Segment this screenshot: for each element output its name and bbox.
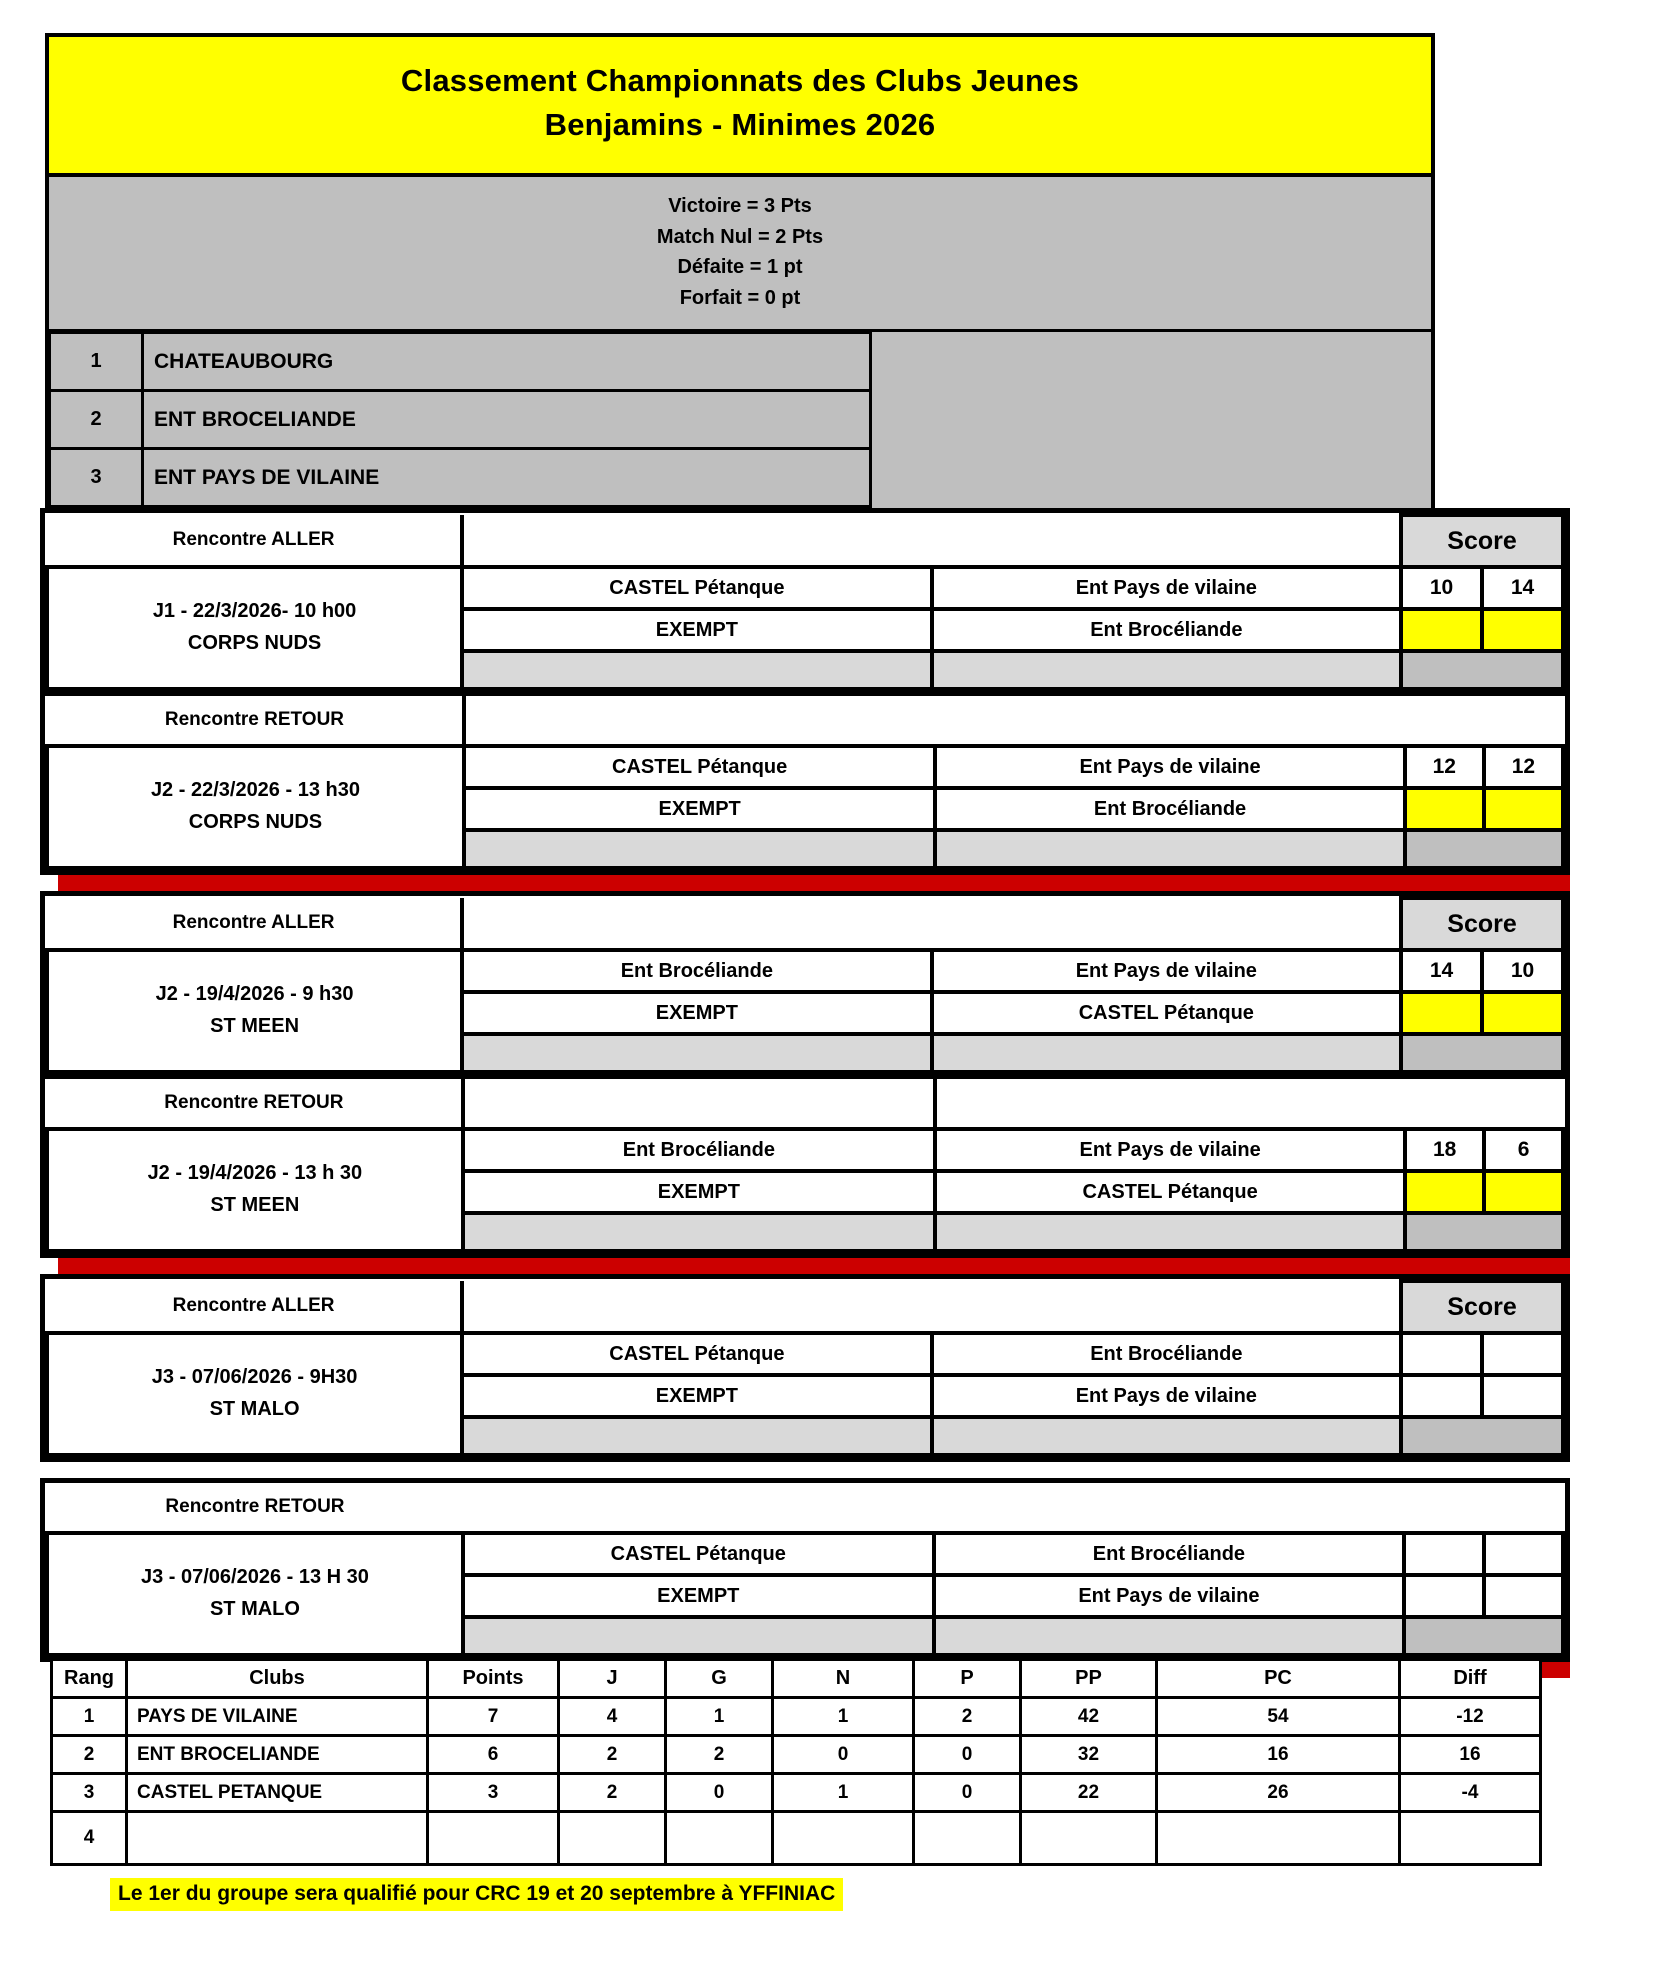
- spacer-cell: [463, 1483, 934, 1533]
- filler-cell: [1405, 830, 1563, 868]
- cell-diff: [1400, 1812, 1541, 1865]
- cell-n: 1: [773, 1774, 914, 1812]
- match-group-1-aller: [40, 508, 1570, 696]
- cell-n: 0: [773, 1736, 914, 1774]
- score-b[interactable]: [1484, 1533, 1563, 1575]
- match-date: J2 - 19/4/2026 - 9 h30: [155, 983, 354, 1006]
- group-separator-red: [58, 875, 1570, 891]
- standings-header-row: [52, 1660, 1541, 1698]
- cell-diff: 16: [1400, 1736, 1541, 1774]
- filler-cell: [463, 1213, 935, 1251]
- rule-forfait: Forfait = 0 pt: [679, 286, 801, 309]
- cell-diff: -12: [1400, 1698, 1541, 1736]
- clubs-panel: [45, 332, 1435, 522]
- score-b[interactable]: [1484, 788, 1563, 830]
- score-b[interactable]: [1482, 1333, 1563, 1375]
- cell-j: 4: [559, 1698, 666, 1736]
- filler-cell: [1404, 1617, 1563, 1655]
- team-a: EXEMPT: [463, 1171, 935, 1213]
- table-row: [52, 1774, 1541, 1812]
- qualification-note: Le 1er du groupe sera qualifié pour CRC 19 et 20 septembre à YFFINIAC: [110, 1878, 843, 1911]
- retour-header-label: Rencontre RETOUR: [47, 696, 464, 746]
- match-date: J2 - 22/3/2026 - 13 h30: [150, 779, 360, 802]
- cell-points: [428, 1812, 559, 1865]
- filler-cell: [1405, 1213, 1563, 1251]
- table-row: [47, 1333, 1563, 1375]
- filler-cell: [462, 1034, 931, 1072]
- score-a[interactable]: 14: [1401, 950, 1482, 992]
- table-row: [52, 1698, 1541, 1736]
- match-date: J2 - 19/4/2026 - 13 h 30: [147, 1162, 363, 1185]
- score-a[interactable]: [1401, 609, 1482, 651]
- cell-p: 0: [914, 1774, 1021, 1812]
- cell-pc: [1157, 1812, 1400, 1865]
- match-group-2-retour: [40, 1079, 1570, 1258]
- match-date: J1 - 22/3/2026- 10 h00: [152, 600, 357, 623]
- team-b: Ent Pays de vilaine: [934, 1575, 1405, 1617]
- col-header-g: G: [666, 1660, 773, 1698]
- cell-club: ENT BROCELIANDE: [127, 1736, 428, 1774]
- match-datetime-venue: [47, 567, 462, 689]
- cell-points: 6: [428, 1736, 559, 1774]
- team-a: CASTEL Pétanque: [462, 1333, 931, 1375]
- score-a[interactable]: [1401, 1375, 1482, 1417]
- match-datetime-venue: [47, 746, 464, 868]
- score-a[interactable]: 12: [1405, 746, 1484, 788]
- score-b[interactable]: 14: [1482, 567, 1563, 609]
- standings-table: [50, 1658, 1542, 1866]
- cell-club: [127, 1812, 428, 1865]
- spacer-cell: [932, 515, 1401, 567]
- cell-j: [559, 1812, 666, 1865]
- cell-g: 1: [666, 1698, 773, 1736]
- cell-rang: 2: [52, 1736, 127, 1774]
- match-venue: CORPS NUDS: [187, 632, 322, 654]
- group-separator-red: [58, 1258, 1570, 1274]
- cell-points: 7: [428, 1698, 559, 1736]
- col-header-points: Points: [428, 1660, 559, 1698]
- spacer-cell: [935, 696, 1404, 746]
- table-row: [47, 1129, 1563, 1171]
- match-date: J3 - 07/06/2026 - 9H30: [151, 1366, 358, 1389]
- filler-cell: [463, 1617, 934, 1655]
- score-a[interactable]: [1405, 1171, 1484, 1213]
- team-b: Ent Pays de vilaine: [935, 746, 1404, 788]
- group-header-row: [47, 1483, 1563, 1533]
- club-rank: 3: [50, 449, 143, 507]
- header-panel: [45, 33, 1435, 522]
- title-box: [45, 33, 1435, 173]
- score-a[interactable]: [1401, 992, 1482, 1034]
- cell-rang: 1: [52, 1698, 127, 1736]
- col-header-rang: Rang: [52, 1660, 127, 1698]
- team-a: EXEMPT: [462, 1375, 931, 1417]
- table-row: [50, 449, 871, 507]
- col-header-p: P: [914, 1660, 1021, 1698]
- standings-section: [50, 1658, 1487, 1866]
- aller-header-label: Rencontre ALLER: [47, 515, 462, 567]
- group-header-row: [47, 1281, 1563, 1333]
- match-datetime-venue: [47, 1533, 463, 1655]
- score-b[interactable]: [1484, 1575, 1563, 1617]
- cell-j: 2: [559, 1774, 666, 1812]
- group-header-row: [47, 1079, 1563, 1129]
- col-header-j: J: [559, 1660, 666, 1698]
- filler-cell: [935, 1213, 1405, 1251]
- spacer-cell: [462, 898, 931, 950]
- filler-cell: [462, 1417, 931, 1455]
- cell-pp: [1021, 1812, 1157, 1865]
- match-group-3: [40, 1274, 1570, 1662]
- group-header-row: [47, 515, 1563, 567]
- gap: [40, 1462, 1570, 1478]
- cell-j: 2: [559, 1736, 666, 1774]
- team-a: CASTEL Pétanque: [462, 567, 931, 609]
- filler-cell: [1401, 651, 1563, 689]
- score-b[interactable]: [1484, 1171, 1563, 1213]
- cell-club: PAYS DE VILAINE: [127, 1698, 428, 1736]
- cell-points: 3: [428, 1774, 559, 1812]
- match-datetime-venue: [47, 950, 462, 1072]
- match-venue: ST MEEN: [210, 1015, 300, 1037]
- team-b: CASTEL Pétanque: [935, 1171, 1405, 1213]
- team-b: Ent Pays de vilaine: [932, 950, 1401, 992]
- match-venue: CORPS NUDS: [188, 811, 323, 833]
- score-a[interactable]: [1401, 1333, 1482, 1375]
- cell-n: 1: [773, 1698, 914, 1736]
- table-row: [52, 1812, 1541, 1865]
- filler-cell: [462, 651, 931, 689]
- spacer-cell: [1405, 696, 1563, 746]
- page-title-line-2: Benjamins - Minimes 2026: [544, 107, 936, 143]
- team-b: CASTEL Pétanque: [932, 992, 1401, 1034]
- scoring-rules-box: [45, 173, 1435, 332]
- table-row: [50, 333, 871, 391]
- club-name: ENT PAYS DE VILAINE: [143, 449, 871, 507]
- team-a: EXEMPT: [464, 788, 935, 830]
- match-datetime-venue: [47, 1129, 463, 1251]
- table-row: [47, 567, 1563, 609]
- col-header-pc: PC: [1157, 1660, 1400, 1698]
- score-b[interactable]: 6: [1484, 1129, 1563, 1171]
- score-b[interactable]: 12: [1484, 746, 1563, 788]
- table-row: [47, 1533, 1563, 1575]
- score-b[interactable]: [1482, 609, 1563, 651]
- team-b: Ent Brocéliande: [932, 609, 1401, 651]
- match-group-3-aller: [40, 1274, 1570, 1462]
- filler-cell: [464, 830, 935, 868]
- team-a: EXEMPT: [463, 1575, 934, 1617]
- table-row: [50, 391, 871, 449]
- cell-p: [914, 1812, 1021, 1865]
- aller-header-label: Rencontre ALLER: [47, 1281, 462, 1333]
- cell-diff: -4: [1400, 1774, 1541, 1812]
- score-a[interactable]: [1404, 1533, 1483, 1575]
- match-group-3-retour: [40, 1478, 1570, 1662]
- filler-cell: [1401, 1034, 1563, 1072]
- col-header-diff: Diff: [1400, 1660, 1541, 1698]
- cell-n: [773, 1812, 914, 1865]
- cell-g: [666, 1812, 773, 1865]
- spacer-cell: [932, 898, 1401, 950]
- cell-p: 0: [914, 1736, 1021, 1774]
- team-a: CASTEL Pétanque: [463, 1533, 934, 1575]
- cell-pp: 32: [1021, 1736, 1157, 1774]
- match-group-1: [40, 508, 1570, 875]
- team-b: Ent Brocéliande: [935, 788, 1404, 830]
- cell-pc: 54: [1157, 1698, 1400, 1736]
- group-header-row: [47, 696, 1563, 746]
- retour-header-label: Rencontre RETOUR: [47, 1079, 463, 1129]
- match-venue: ST MALO: [209, 1598, 300, 1620]
- match-group-1-retour: [40, 696, 1570, 875]
- spacer-cell: [934, 1483, 1405, 1533]
- score-a[interactable]: 18: [1405, 1129, 1484, 1171]
- team-a: Ent Brocéliande: [462, 950, 931, 992]
- score-a[interactable]: 10: [1401, 567, 1482, 609]
- team-a: Ent Brocéliande: [463, 1129, 935, 1171]
- match-date: J3 - 07/06/2026 - 13 H 30: [140, 1566, 369, 1589]
- match-venue: ST MALO: [209, 1398, 300, 1420]
- cell-rang: 4: [52, 1812, 127, 1865]
- spacer-cell: [935, 1079, 1405, 1129]
- filler-cell: [935, 830, 1404, 868]
- club-rank: 1: [50, 333, 143, 391]
- filler-cell: [934, 1617, 1405, 1655]
- col-header-n: N: [773, 1660, 914, 1698]
- match-group-2: [40, 891, 1570, 1258]
- cell-pp: 42: [1021, 1698, 1157, 1736]
- filler-cell: [932, 1034, 1401, 1072]
- col-header-pp: PP: [1021, 1660, 1157, 1698]
- club-name: CHATEAUBOURG: [143, 333, 871, 391]
- team-b: Ent Pays de vilaine: [932, 567, 1401, 609]
- table-row: [47, 950, 1563, 992]
- spacer-cell: [1405, 1079, 1563, 1129]
- cell-pp: 22: [1021, 1774, 1157, 1812]
- club-name: ENT BROCELIANDE: [143, 391, 871, 449]
- cell-g: 2: [666, 1736, 773, 1774]
- score-b[interactable]: [1482, 1375, 1563, 1417]
- cell-rang: 3: [52, 1774, 127, 1812]
- rule-victoire: Victoire = 3 Pts: [668, 195, 812, 218]
- aller-header-label: Rencontre ALLER: [47, 898, 462, 950]
- club-rank: 2: [50, 391, 143, 449]
- spacer-cell: [932, 1281, 1401, 1333]
- filler-cell: [932, 1417, 1401, 1455]
- spacer-cell: [464, 696, 935, 746]
- cell-g: 0: [666, 1774, 773, 1812]
- team-b: Ent Brocéliande: [932, 1333, 1401, 1375]
- table-row: [47, 746, 1563, 788]
- score-b[interactable]: [1482, 992, 1563, 1034]
- spacer-cell: [462, 515, 931, 567]
- match-groups: [40, 508, 1570, 1678]
- cell-pc: 16: [1157, 1736, 1400, 1774]
- team-b: Ent Brocéliande: [934, 1533, 1405, 1575]
- col-header-clubs: Clubs: [127, 1660, 428, 1698]
- score-header: Score: [1401, 515, 1563, 567]
- rule-defaite: Défaite = 1 pt: [677, 256, 803, 279]
- team-b: Ent Pays de vilaine: [935, 1129, 1405, 1171]
- score-a[interactable]: [1405, 788, 1484, 830]
- rule-match-nul: Match Nul = 2 Pts: [656, 225, 824, 248]
- team-b: Ent Pays de vilaine: [932, 1375, 1401, 1417]
- group-header-row: [47, 898, 1563, 950]
- table-row: [52, 1736, 1541, 1774]
- spacer-cell: [463, 1079, 935, 1129]
- spacer-cell: [462, 1281, 931, 1333]
- cell-pc: 26: [1157, 1774, 1400, 1812]
- page-title-line-1: Classement Championnats des Clubs Jeunes: [400, 63, 1080, 98]
- match-group-2-aller: [40, 891, 1570, 1079]
- spacer-cell: [1404, 1483, 1563, 1533]
- match-venue: ST MEEN: [210, 1194, 300, 1216]
- score-header: Score: [1401, 1281, 1563, 1333]
- team-a: EXEMPT: [462, 609, 931, 651]
- score-b[interactable]: 10: [1482, 950, 1563, 992]
- cell-p: 2: [914, 1698, 1021, 1736]
- retour-header-label: Rencontre RETOUR: [47, 1483, 463, 1533]
- filler-cell: [1401, 1417, 1563, 1455]
- score-a[interactable]: [1404, 1575, 1483, 1617]
- cell-club: CASTEL PETANQUE: [127, 1774, 428, 1812]
- team-a: CASTEL Pétanque: [464, 746, 935, 788]
- match-datetime-venue: [47, 1333, 462, 1455]
- filler-cell: [932, 651, 1401, 689]
- team-a: EXEMPT: [462, 992, 931, 1034]
- score-header: Score: [1401, 898, 1563, 950]
